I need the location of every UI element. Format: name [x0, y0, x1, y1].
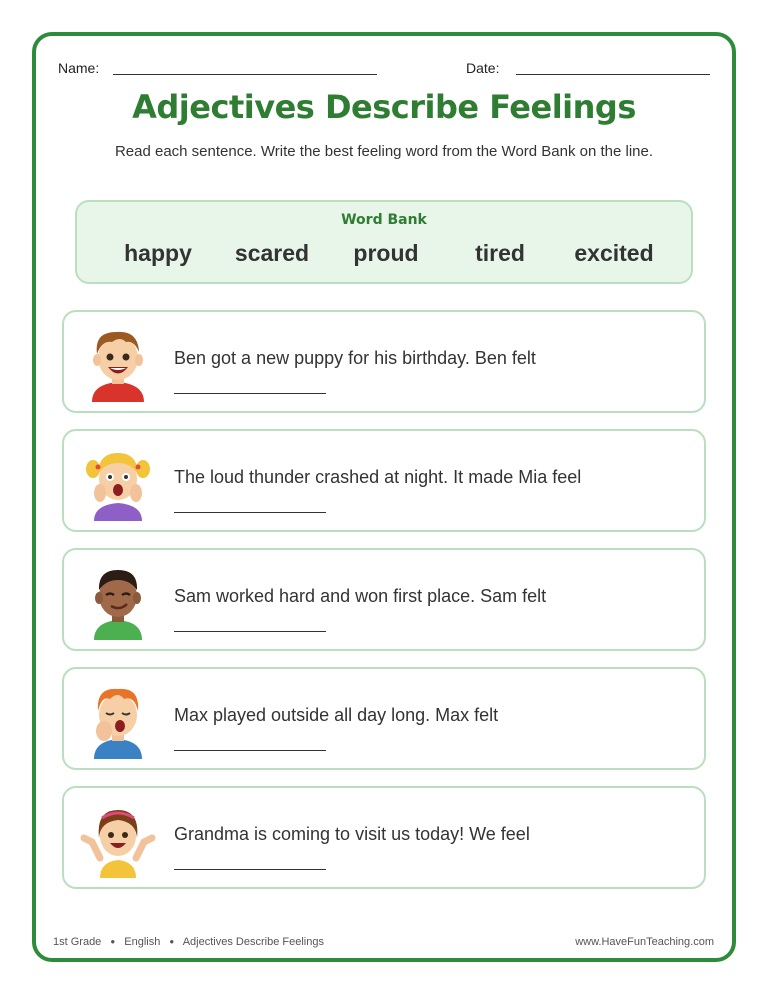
answer-line[interactable]	[174, 393, 326, 394]
word-bank-word: proud	[353, 240, 419, 266]
happy-girl-icon	[78, 798, 158, 878]
question-card	[62, 310, 706, 413]
question-sentence: Ben got a new puppy for his birthday. Ben felt	[174, 348, 536, 368]
name-date-row	[58, 58, 712, 80]
excited-boy-icon	[78, 322, 158, 402]
answer-line[interactable]	[174, 512, 326, 513]
instructions: Read each sentence. Write the best feeling word from the Word Bank on the line.	[114, 143, 654, 160]
question-sentence: The loud thunder crashed at night. It made Mia feel	[174, 467, 582, 487]
word-bank-word: tired	[475, 240, 525, 266]
footer-subject: English	[124, 936, 161, 948]
page-title: Adjectives Describe Feelings	[132, 88, 636, 126]
name-label: Name:	[58, 60, 100, 76]
question-card	[62, 786, 706, 889]
word-bank-words	[91, 240, 681, 267]
question-card	[62, 429, 706, 532]
date-field[interactable]	[516, 74, 710, 75]
question-sentence: Sam worked hard and won first place. Sam felt	[174, 586, 547, 606]
answer-line[interactable]	[174, 631, 326, 632]
proud-boy-icon	[78, 560, 158, 640]
answer-line[interactable]	[174, 750, 326, 751]
word-bank-word: happy	[124, 240, 192, 266]
word-bank	[75, 200, 693, 284]
question-sentence: Max played outside all day long. Max felt	[174, 705, 499, 725]
question-sentence: Grandma is coming to visit us today! We feel	[174, 824, 530, 844]
scared-girl-icon	[78, 441, 158, 521]
question-card	[62, 667, 706, 770]
name-field[interactable]	[113, 74, 377, 75]
word-bank-word: scared	[234, 240, 310, 266]
answer-line[interactable]	[174, 869, 326, 870]
date-label: Date:	[466, 60, 500, 76]
footer-website[interactable]: www.HaveFunTeaching.com	[575, 936, 714, 948]
tired-boy-icon	[78, 679, 158, 759]
word-bank-word: excited	[574, 240, 654, 266]
footer-breadcrumb	[53, 936, 324, 948]
word-bank-title: Word Bank	[341, 212, 427, 228]
question-card	[62, 548, 706, 651]
bullet-separator: ●	[110, 937, 116, 946]
footer-topic: Adjectives Describe Feelings	[182, 936, 324, 948]
bullet-separator: ●	[169, 937, 175, 946]
footer-grade: 1st Grade	[53, 936, 102, 948]
